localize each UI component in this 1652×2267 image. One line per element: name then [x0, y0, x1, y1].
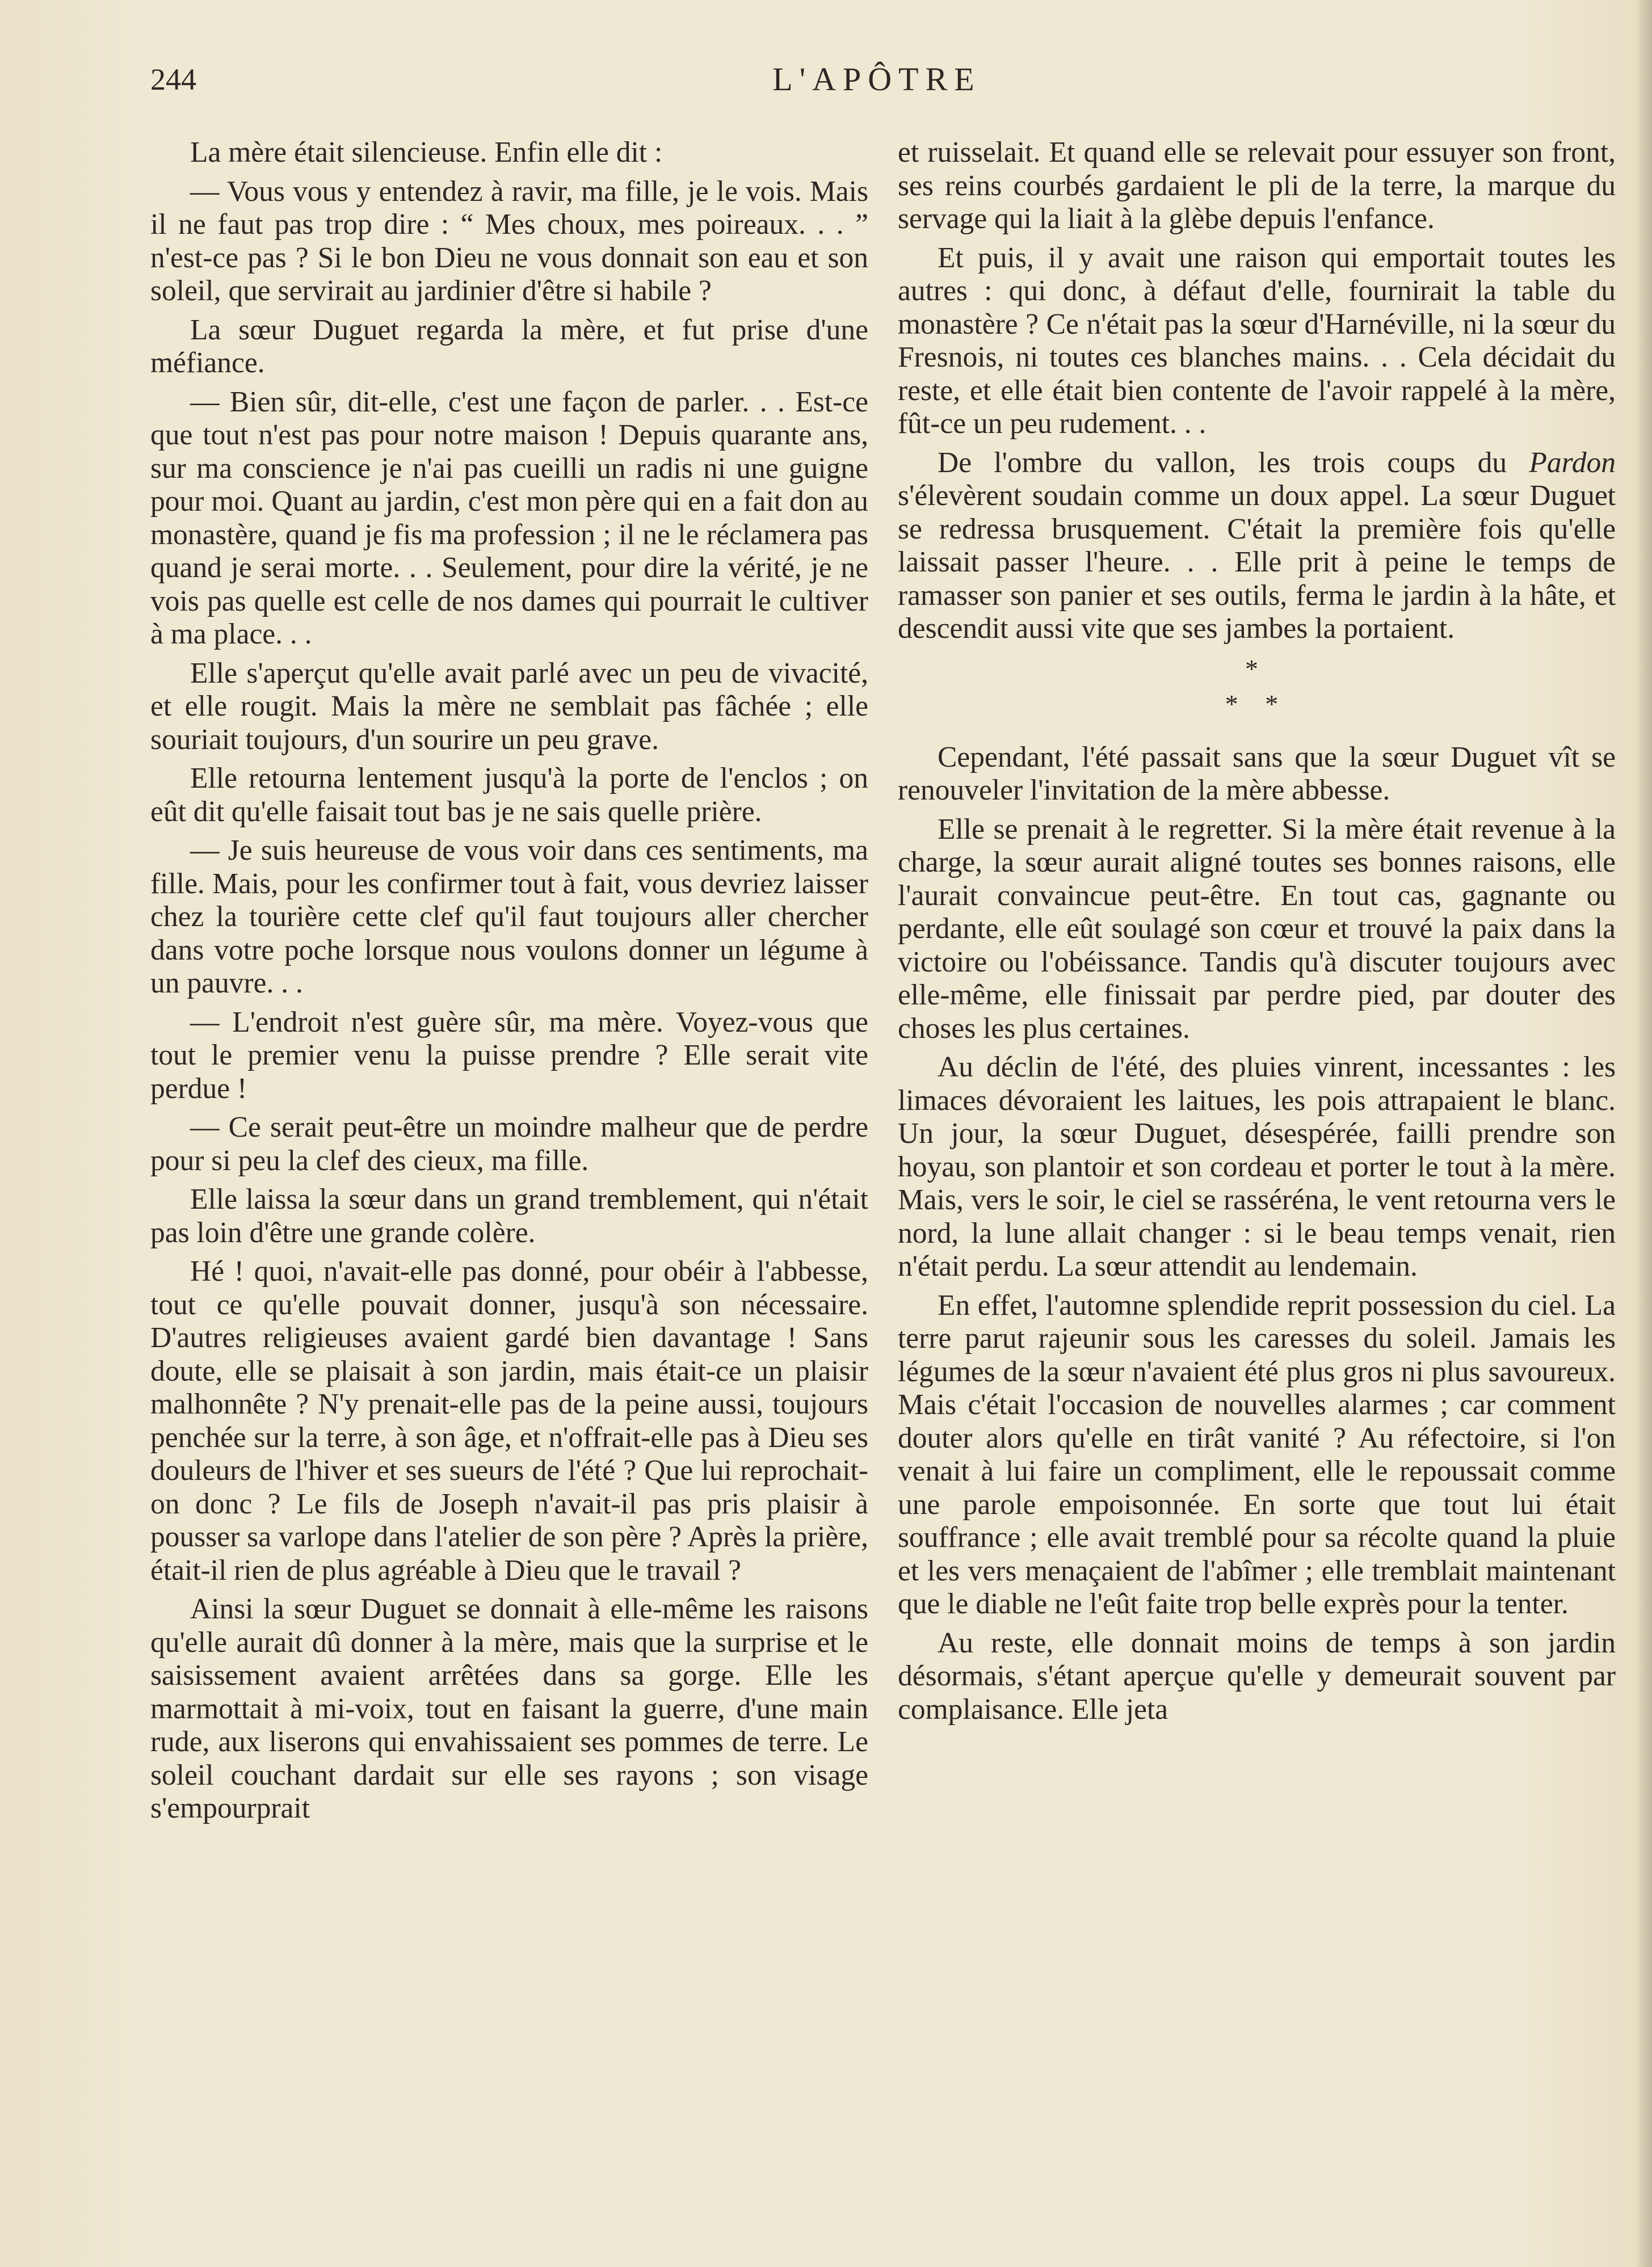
- paragraph: Elle se prenait à le regretter. Si la mère était revenue à la charge, la sœur aurait aligné toutes ses bonnes raisons, elle l'aurait convaincue peut-être. En tout cas, gagnante ou perdante, elle eût soulagé son cœur et trouvé la paix dans la victoire ou l'obéissance. Tandis qu'à discuter toujours avec elle-même, elle finissait par perdre pied, par douter des choses les plus certaines.: [898, 813, 1616, 1045]
- italic-text: Pardon: [1529, 446, 1616, 479]
- paragraph: Au déclin de l'été, des pluies vinrent, incessantes : les limaces dévoraient les laitues, les pois attrapaient le blanc. Un jour, la sœur Duguet, désespérée, failli prendre son hoyau, son plantoir et son cordeau et porter le tout à la mère. Mais, vers le soir, le ciel se rasséréna, le vent retourna vers le nord, la lune allait changer : si le beau temps venait, rien n'était perdu. La sœur attendit au lendemain.: [898, 1051, 1616, 1282]
- page-edge-shadow: [1635, 0, 1652, 2267]
- paragraph: — L'endroit n'est guère sûr, ma mère. Voyez-vous que tout le premier venu la puisse prendre ? Elle serait vite perdue !: [150, 1006, 868, 1105]
- paragraph: En effet, l'automne splendide reprit possession du ciel. La terre parut rajeunir sous les caresses du soleil. Jamais les légumes de la sœur n'avaient été plus gros ni plus savoureux. Mais c'était l'occasion de nouvelles alarmes ; car comment douter alors qu'elle en tirât vanité ? Au réfectoire, si l'on venait à lui faire un compliment, elle le repoussait comme une parole empoisonnée. En sorte que tout lui était souffrance ; elle avait tremblé pour sa récolte quand la pluie et les vers menaçaient de l'abîmer ; elle tremblait maintenant que le diable ne l'eût faite trop belle exprès pour la tenter.: [898, 1289, 1616, 1620]
- paragraph: — Ce serait peut-être un moindre malheur que de perdre pour si peu la clef des cieux, ma fille.: [150, 1111, 868, 1177]
- paragraph-pardon: [898, 447, 1616, 646]
- separator-asterisks-bottom: * *: [1225, 689, 1289, 718]
- page-header: [150, 57, 1603, 102]
- paragraph: Elle s'aperçut qu'elle avait parlé avec un peu de vivacité, et elle rougit. Mais la mère ne semblait pas fâchée ; elle souriait toujours, d'un sourire un peu grave.: [150, 657, 868, 756]
- paragraph: Ainsi la sœur Duguet se donnait à elle-même les raisons qu'elle aurait dû donner à la mère, mais que la surprise et le saisissement avaient arrêtées dans sa gorge. Elle les marmottait à mi-voix, tout en faisant la guerre, d'une main rude, aux liserons qui envahissaient ses pommes de terre. Le soleil couchant dardait sur elle ses rayons ; son visage s'empourprait: [150, 1593, 868, 1824]
- paragraph: Elle retourna lentement jusqu'à la porte de l'enclos ; on eût dit qu'elle faisait tout bas je ne sais quelle prière.: [150, 762, 868, 828]
- paragraph: Elle laissa la sœur dans un grand tremblement, qui n'était pas loin d'être une grande colère.: [150, 1183, 868, 1249]
- paragraph: — Je suis heureuse de vous voir dans ces sentiments, ma fille. Mais, pour les confirmer tout à fait, vous devriez laisser chez la tourière cette clef qu'il faut toujours aller chercher dans votre poche lorsque nous voulons donner un légume à un pauvre. . .: [150, 834, 868, 999]
- left-column: [150, 136, 868, 1831]
- text-run: De l'ombre du vallon, les trois coups du: [938, 446, 1529, 479]
- paragraph: Hé ! quoi, n'avait-elle pas donné, pour obéir à l'abbesse, tout ce qu'elle pouvait donner, jusqu'à son nécessaire. D'autres religieuses avaient gardé bien davantage ! Sans doute, elle se plaisait à son jardin, mais était-ce un plaisir malhonnête ? N'y prenait-elle pas de la peine aussi, toujours penchée sur la terre, à son âge, et n'offrait-elle pas à Dieu ses douleurs de l'hiver et ses sueurs de l'été ? Que lui reprochait-on donc ? Le fils de Joseph n'avait-il pas pris plaisir à pousser sa varlope dans l'atelier de son père ? Après la prière, était-il rien de plus agréable à Dieu que le travail ?: [150, 1255, 868, 1587]
- paragraph: Cependant, l'été passait sans que la sœur Duguet vît se renouveler l'invitation de la mère abbesse.: [898, 741, 1616, 806]
- paragraph: Au reste, elle donnait moins de temps à son jardin désormais, s'étant aperçue qu'elle y demeurait souvent par complaisance. Elle jeta: [898, 1626, 1616, 1726]
- paragraph: Et puis, il y avait une raison qui emportait toutes les autres : qui donc, à défaut d'elle, fournirait la table du monastère ? Ce n'était pas la sœur d'Harnéville, ni la sœur du Fresnois, ni toutes ces blanches mains. . . Cela décidait du reste, et elle était bien contente de l'avoir rappelé à la mère, fût-ce un peu rudement. . .: [898, 241, 1616, 440]
- paragraph: — Bien sûr, dit-elle, c'est une façon de parler. . . Est-ce que tout n'est pas pour notre maison ! Depuis quarante ans, sur ma conscience je n'ai pas cueilli un radis ni une guigne pour moi. Quant au jardin, c'est mon père qui en a fait don au monastère, quand je fis ma profession ; il ne le réclamera pas quand je serai morte. . . Seulement, pour dire la vérité, je ne vois pas quelle est celle de nos dames qui pourrait le cultiver à ma place. . .: [150, 385, 868, 650]
- right-column: [898, 136, 1616, 1732]
- separator-asterisk-top: *: [1245, 654, 1268, 683]
- page-number: 244: [150, 62, 196, 96]
- paragraph: — Vous vous y entendez à ravir, ma fille, je le vois. Mais il ne faut pas trop dire : “ Mes choux, mes poireaux. . . ” n'est-ce pas ? Si le bon Dieu ne vous donnait son eau et son soleil, que servirait au jardinier d'être si habile ?: [150, 175, 868, 307]
- running-title: L'APÔTRE: [772, 61, 981, 98]
- text-run: s'élevèrent soudain comme un doux appel. La sœur Duguet se redressa brusquement. C'était la première fois qu'elle laissait passer l'heure. . . Elle prit à peine le temps de ramasser son panier et ses outils, ferma le jardin à la hâte, et descendit aussi vite que ses jambes la portaient.: [898, 480, 1616, 645]
- section-separator: [898, 651, 1616, 722]
- paragraph-continued: et ruisselait. Et quand elle se relevait pour essuyer son front, ses reins courbés gardaient le pli de la terre, la marque du servage qui la liait à la glèbe depuis l'enfance.: [898, 136, 1616, 235]
- paragraph: La mère était silencieuse. Enfin elle dit :: [190, 136, 663, 169]
- paragraph: La sœur Duguet regarda la mère, et fut prise d'une méfiance.: [150, 313, 868, 379]
